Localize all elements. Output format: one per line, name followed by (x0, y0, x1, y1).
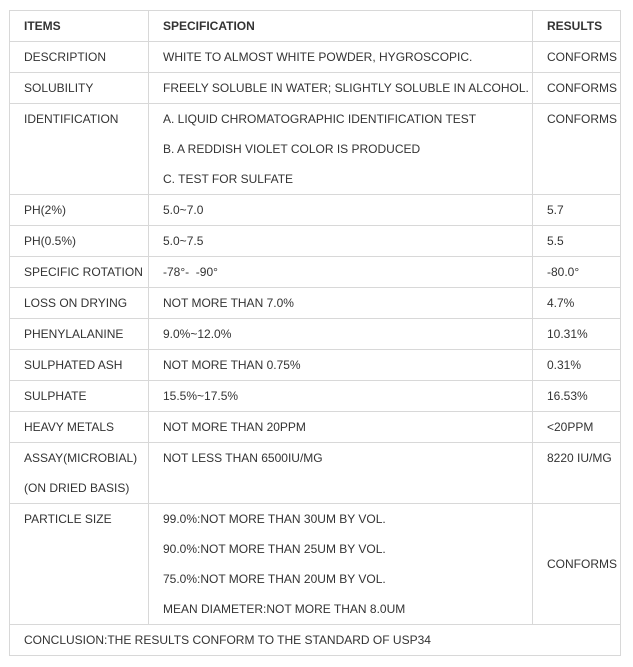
result-cell: 5.5 (533, 226, 621, 257)
item-cell: PH(0.5%) (10, 226, 149, 257)
spec-cell: 5.0~7.0 (149, 195, 533, 226)
spec-line: 90.0%:NOT MORE THAN 25UM BY VOL. (163, 542, 386, 556)
spec-line: MEAN DIAMETER:NOT MORE THAN 8.0UM (163, 602, 406, 616)
spec-line: 99.0%:NOT MORE THAN 30UM BY VOL. (163, 512, 386, 526)
spec-line: B. A REDDISH VIOLET COLOR IS PRODUCED (163, 142, 421, 156)
result-cell: CONFORMS (533, 73, 621, 104)
table-row (10, 381, 621, 412)
spec-cell: NOT MORE THAN 20PPM (149, 412, 533, 443)
result-cell: 0.31% (533, 350, 621, 381)
spec-cell: 15.5%~17.5% (149, 381, 533, 412)
conclusion-row (10, 625, 621, 656)
item-cell: PARTICLE SIZE (10, 504, 149, 625)
spec-cell (149, 104, 533, 195)
result-cell: 10.31% (533, 319, 621, 350)
spec-cell: 5.0~7.5 (149, 226, 533, 257)
item-cell: SOLUBILITY (10, 73, 149, 104)
item-cell: SULPHATE (10, 381, 149, 412)
table-row (10, 504, 621, 625)
spec-line: 75.0%:NOT MORE THAN 20UM BY VOL. (163, 572, 386, 586)
spec-cell: NOT LESS THAN 6500IU/MG (149, 443, 533, 504)
spec-cell (149, 504, 533, 625)
spec-cell: NOT MORE THAN 0.75% (149, 350, 533, 381)
result-cell: CONFORMS (533, 104, 621, 195)
table-row (10, 73, 621, 104)
spec-cell: WHITE TO ALMOST WHITE POWDER, HYGROSCOPIC. (149, 42, 533, 73)
item-cell: SULPHATED ASH (10, 350, 149, 381)
result-cell: 16.53% (533, 381, 621, 412)
spec-cell: 9.0%~12.0% (149, 319, 533, 350)
header-results: RESULTS (533, 11, 621, 42)
item-cell: LOSS ON DRYING (10, 288, 149, 319)
table-row (10, 319, 621, 350)
item-cell: SPECIFIC ROTATION (10, 257, 149, 288)
item-cell: PHENYLALANINE (10, 319, 149, 350)
spec-cell: FREELY SOLUBLE IN WATER; SLIGHTLY SOLUBLE IN ALCOHOL. (149, 73, 533, 104)
result-cell: -80.0° (533, 257, 621, 288)
result-cell: CONFORMS (533, 42, 621, 73)
header-specification: SPECIFICATION (149, 11, 533, 42)
table-row (10, 195, 621, 226)
spec-cell: NOT MORE THAN 7.0% (149, 288, 533, 319)
result-cell: 4.7% (533, 288, 621, 319)
table-row (10, 42, 621, 73)
result-cell: 5.7 (533, 195, 621, 226)
item-cell: PH(2%) (10, 195, 149, 226)
result-cell: CONFORMS (533, 504, 621, 625)
spec-table (9, 10, 621, 656)
table-row (10, 257, 621, 288)
table-row (10, 104, 621, 195)
conclusion-text: CONCLUSION:THE RESULTS CONFORM TO THE STANDARD OF USP34 (10, 625, 621, 656)
header-items: ITEMS (10, 11, 149, 42)
table-row (10, 288, 621, 319)
table-row (10, 412, 621, 443)
table-row (10, 350, 621, 381)
header-row (10, 11, 621, 42)
spec-cell: -78°- -90° (149, 257, 533, 288)
item-cell: HEAVY METALS (10, 412, 149, 443)
item-line: ASSAY(MICROBIAL) (24, 451, 138, 465)
table-row (10, 443, 621, 504)
result-cell: <20PPM (533, 412, 621, 443)
result-cell: 8220 IU/MG (533, 443, 621, 504)
spec-line: A. LIQUID CHROMATOGRAPHIC IDENTIFICATION TEST (163, 112, 477, 126)
spec-line: C. TEST FOR SULFATE (163, 172, 294, 186)
item-cell: IDENTIFICATION (10, 104, 149, 195)
item-cell (10, 443, 149, 504)
item-cell: DESCRIPTION (10, 42, 149, 73)
item-line: (ON DRIED BASIS) (24, 481, 130, 495)
table-row (10, 226, 621, 257)
